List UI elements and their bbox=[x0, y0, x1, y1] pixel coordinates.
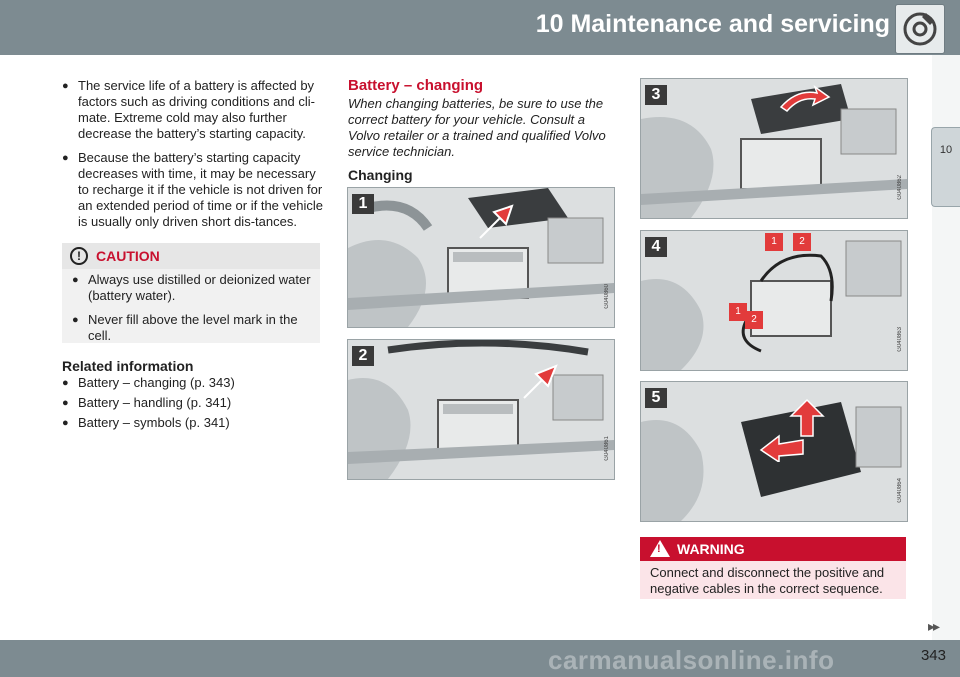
chapter-tab-label: 10 bbox=[939, 144, 953, 156]
warning-triangle-icon: ! bbox=[650, 540, 670, 557]
warning-header bbox=[640, 537, 906, 561]
caution-text: Never fill above the level mark in the cell. bbox=[88, 312, 298, 343]
up-arrow-icon bbox=[476, 202, 516, 244]
section-title: Battery – changing bbox=[348, 77, 484, 94]
related-link-text: Battery – handling (p. 341) bbox=[78, 395, 232, 410]
related-link[interactable] bbox=[62, 395, 324, 411]
bullet-icon: ● bbox=[62, 377, 69, 389]
figure-number: 1 bbox=[352, 194, 374, 214]
figure-number: 4 bbox=[645, 237, 667, 257]
related-link-text: Battery – changing (p. 343) bbox=[78, 375, 235, 390]
related-info-heading: Related information bbox=[62, 358, 194, 374]
related-link-text: Battery – symbols (p. 341) bbox=[78, 415, 230, 430]
figure-step-3 bbox=[640, 78, 908, 219]
figure-step-4 bbox=[640, 230, 908, 371]
list-item bbox=[72, 272, 312, 304]
caution-label: CAUTION bbox=[96, 248, 160, 264]
step-marker-icon: 2 bbox=[745, 311, 763, 329]
related-link[interactable] bbox=[62, 415, 324, 431]
bullet-icon: ● bbox=[72, 314, 79, 326]
page-header bbox=[0, 0, 960, 55]
figure-step-2 bbox=[347, 339, 615, 480]
list-item bbox=[72, 312, 312, 344]
figure-code: G040864 bbox=[897, 478, 903, 503]
bullet-icon: ● bbox=[72, 274, 79, 286]
figure-number: 3 bbox=[645, 85, 667, 105]
page-number: 343 bbox=[920, 647, 946, 664]
bullet-icon: ● bbox=[62, 80, 69, 92]
wrench-gear-icon bbox=[895, 4, 945, 54]
figure-code: G040860 bbox=[604, 284, 610, 309]
warning-text: Connect and disconnect the positive and negative cables in the correct sequence. bbox=[650, 565, 885, 596]
step-marker-icon: 2 bbox=[793, 233, 811, 251]
bullet-text: The service life of a battery is affected by factors such as driving conditions and cli-mate. Extreme cold may also further decrease the battery’s starting capacity. bbox=[78, 78, 316, 141]
chapter-tab[interactable] bbox=[931, 127, 960, 207]
warning-box bbox=[640, 537, 906, 599]
bullet-text: Because the battery’s starting capacity decreases with time, it may be necessary to recharge it if the vehicle is not driven for an extended period of time or if the vehicle is usually only driven short dis-tances. bbox=[78, 150, 323, 229]
subheading: Changing bbox=[348, 167, 413, 183]
bullet-icon: ● bbox=[62, 397, 69, 409]
caution-icon: ! bbox=[70, 247, 88, 265]
up-arrow-icon bbox=[789, 398, 825, 438]
engine-bay-illustration bbox=[641, 79, 907, 218]
list-item bbox=[62, 78, 324, 142]
chapter-title: 10 Maintenance and servicing bbox=[535, 10, 890, 38]
figure-number: 2 bbox=[352, 346, 374, 366]
next-page-icon[interactable]: ▸▸ bbox=[927, 618, 938, 634]
list-item bbox=[62, 150, 324, 230]
caution-text: Always use distilled or deionized water (battery water). bbox=[88, 272, 311, 303]
figure-code: G040863 bbox=[897, 327, 903, 352]
intro-bullets bbox=[62, 78, 324, 238]
engine-bay-illustration bbox=[348, 340, 614, 479]
figure-step-1 bbox=[347, 187, 615, 328]
figure-step-5 bbox=[640, 381, 908, 522]
figure-code: G040862 bbox=[897, 175, 903, 200]
up-arrow-icon bbox=[520, 362, 560, 402]
bullet-icon: ● bbox=[62, 417, 69, 429]
section-intro: When changing batteries, be sure to use the correct battery for your vehicle. Consult a Volvo retailer or a trained and qualified Volvo service technician. bbox=[348, 96, 606, 159]
related-info-list bbox=[62, 375, 324, 435]
step-marker-icon: 1 bbox=[729, 303, 747, 321]
step-marker-icon: 1 bbox=[765, 233, 783, 251]
engine-bay-illustration bbox=[641, 231, 907, 370]
related-link[interactable] bbox=[62, 375, 324, 391]
bullet-icon: ● bbox=[62, 152, 69, 164]
warning-label: WARNING bbox=[677, 541, 745, 557]
caution-header bbox=[62, 243, 320, 269]
caution-box bbox=[62, 243, 320, 343]
rotate-arrow-icon bbox=[777, 85, 831, 113]
watermark: carmanualsonline.info bbox=[548, 645, 835, 675]
caution-list bbox=[72, 272, 312, 352]
figure-code: G040861 bbox=[604, 436, 610, 461]
figure-number: 5 bbox=[645, 388, 667, 408]
